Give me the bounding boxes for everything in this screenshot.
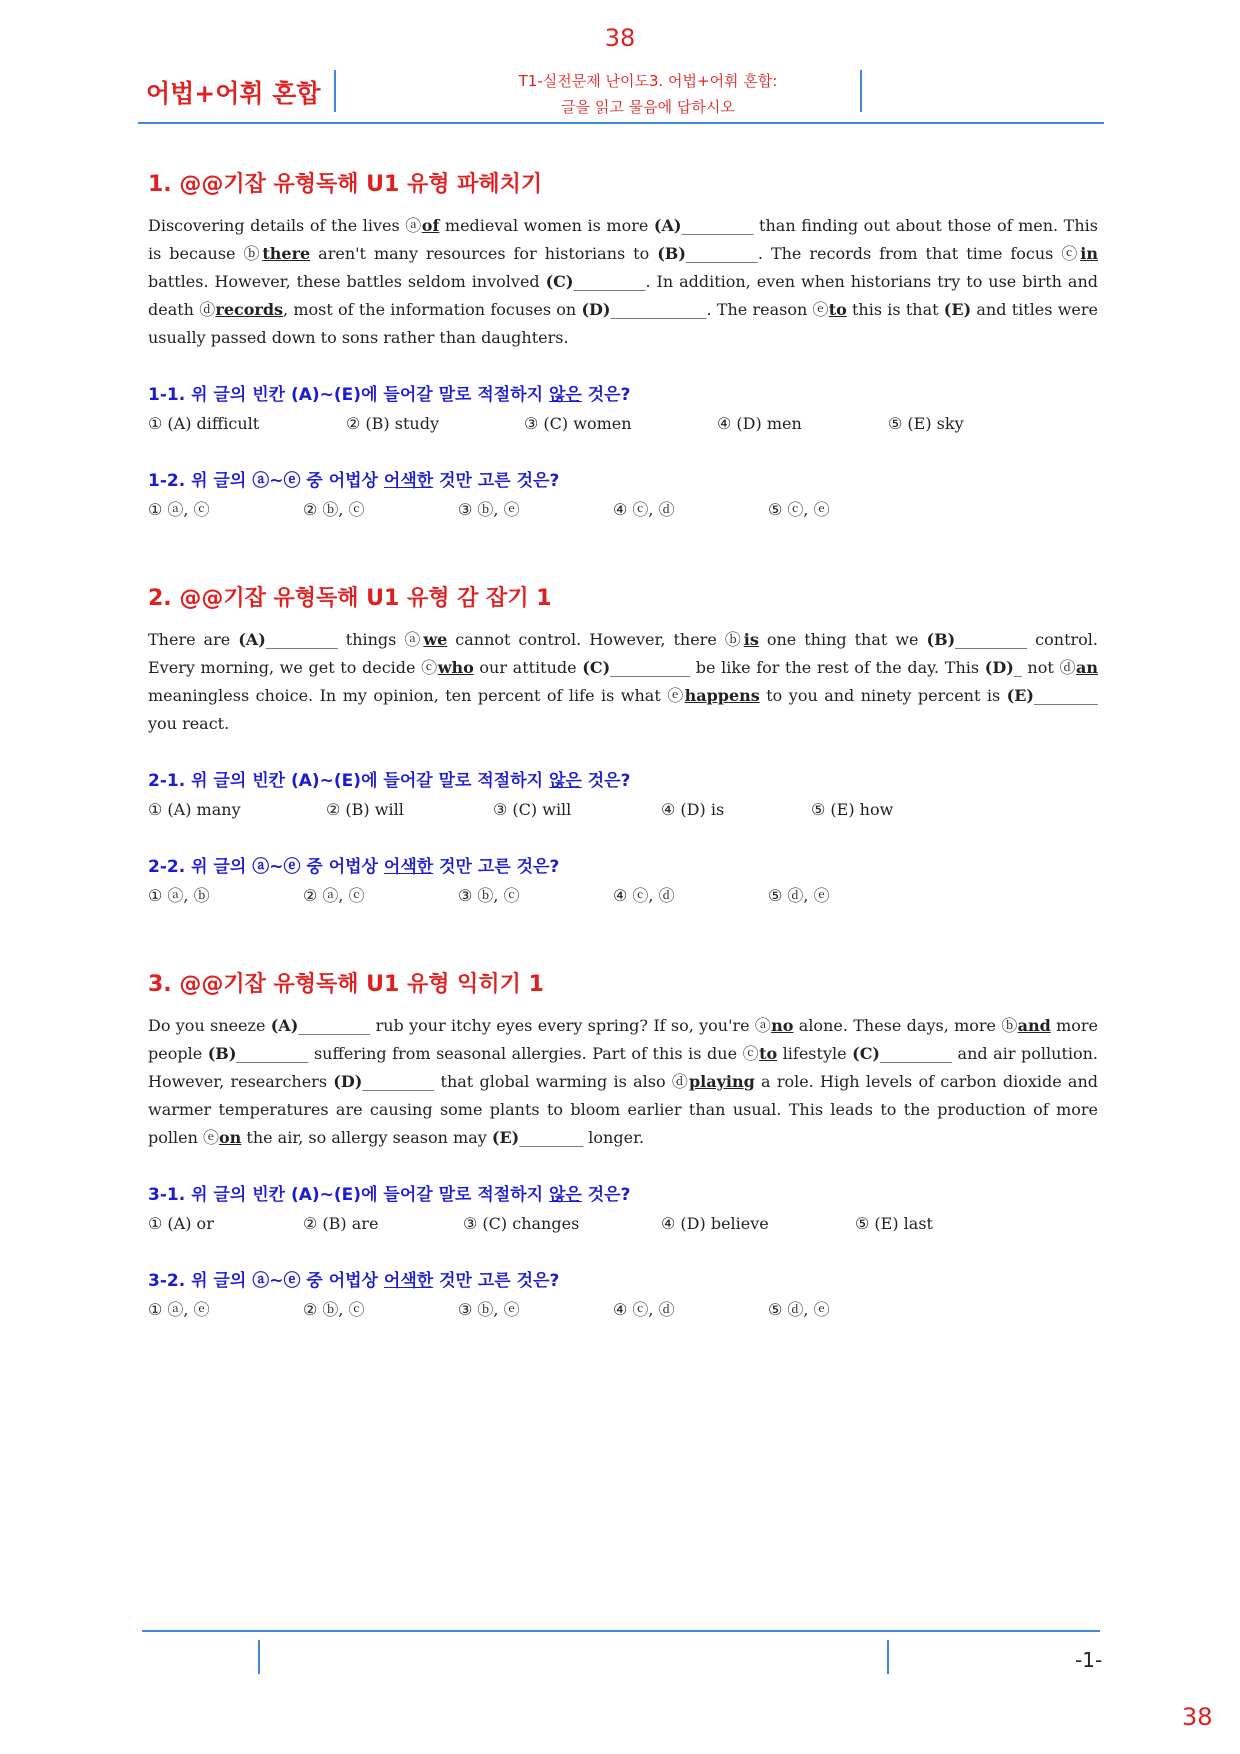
mark-c: ⓒ bbox=[421, 658, 438, 677]
marked-word: we bbox=[423, 630, 448, 649]
blank-label: (A) bbox=[238, 630, 266, 649]
question-3-1: 3-1. 위 글의 빈칸 (A)~(E)에 들어갈 말로 적절하지 않은 것은? bbox=[148, 1185, 631, 1205]
mark-b: ⓑ bbox=[724, 630, 744, 649]
choice-1[interactable]: ① (A) many bbox=[148, 800, 241, 819]
marked-word: an bbox=[1076, 658, 1098, 677]
blank-label: (E) bbox=[1006, 686, 1034, 705]
choice-1[interactable]: ① ⓐ, ⓔ bbox=[148, 1300, 210, 1319]
marked-word: is bbox=[743, 630, 759, 649]
marked-word: of bbox=[421, 216, 440, 235]
header-subtitle-line2: 글을 읽고 물음에 답하시오 bbox=[561, 98, 735, 116]
choice-2[interactable]: ② (B) study bbox=[346, 414, 439, 433]
marked-word: to bbox=[759, 1044, 778, 1063]
footer-divider-left bbox=[258, 1640, 260, 1674]
marked-word: and bbox=[1017, 1016, 1051, 1035]
mark-d: ⓓ bbox=[199, 300, 216, 319]
question-2-1: 2-1. 위 글의 빈칸 (A)~(E)에 들어갈 말로 적절하지 않은 것은? bbox=[148, 771, 631, 791]
choice-2[interactable]: ② (B) will bbox=[326, 800, 404, 819]
choice-4[interactable]: ④ ⓒ, ⓓ bbox=[613, 1300, 675, 1319]
blank-label: (D) bbox=[984, 658, 1014, 677]
mark-a: ⓐ bbox=[404, 630, 424, 649]
mark-d: ⓓ bbox=[1059, 658, 1076, 677]
choice-1[interactable]: ① (A) or bbox=[148, 1214, 214, 1233]
choice-1[interactable]: ① ⓐ, ⓒ bbox=[148, 500, 210, 519]
choice-5[interactable]: ⑤ ⓓ, ⓔ bbox=[768, 886, 830, 905]
choices-2-1 bbox=[148, 796, 1098, 824]
choice-4[interactable]: ④ (D) believe bbox=[661, 1214, 769, 1233]
header bbox=[138, 62, 1104, 124]
footer-divider-right bbox=[887, 1640, 889, 1674]
mark-d: ⓓ bbox=[671, 1072, 689, 1091]
marked-word: who bbox=[437, 658, 474, 677]
blank-label: (A) bbox=[270, 1016, 299, 1035]
choice-3[interactable]: ③ (C) women bbox=[524, 414, 632, 433]
mark-e: ⓔ bbox=[667, 686, 685, 705]
page-number-top: 38 bbox=[604, 24, 636, 52]
mark-e: ⓔ bbox=[812, 300, 829, 319]
question-1-1: 1-1. 위 글의 빈칸 (A)~(E)에 들어갈 말로 적절하지 않은 것은? bbox=[148, 385, 631, 405]
blank-label: (B) bbox=[926, 630, 956, 649]
choice-4[interactable]: ④ ⓒ, ⓓ bbox=[613, 500, 675, 519]
header-divider-left bbox=[334, 70, 336, 112]
marked-word: in bbox=[1080, 244, 1098, 263]
marked-word: records bbox=[215, 300, 284, 319]
section-1 bbox=[148, 168, 1098, 524]
passage: There are (A)_________ things ⓐwe cannot control. However, there ⓑis one thing that we (B)_________ control. Every morning, we get to decide ⓒwho our attitude (C)__________ be like for the rest of the day. This (D)_ not ⓓan meaningless choice. In my opinion, ten percent of life is what ⓔhappens to you and ninety percent is (E)________ you react. bbox=[148, 630, 1098, 733]
blank-label: (D) bbox=[333, 1072, 363, 1091]
marked-word: no bbox=[771, 1016, 794, 1035]
question-3-2: 3-2. 위 글의 ⓐ~ⓔ 중 어법상 어색한 것만 고른 것은? bbox=[148, 1271, 560, 1291]
section-2 bbox=[148, 582, 1098, 910]
choice-2[interactable]: ② ⓑ, ⓒ bbox=[303, 1300, 365, 1319]
marked-word: playing bbox=[688, 1072, 755, 1091]
section-title: 1. @@기잡 유형독해 U1 유형 파헤치기 bbox=[148, 172, 543, 197]
passage: Do you sneeze (A)_________ rub your itchy eyes every spring? If so, you're ⓐno alone. These days, more ⓑand more people (B)_________ suffering from seasonal allergies. Part of this is due ⓒto lifestyle (C)_________ and air pollution. However, researchers (D)_________ that global warming is also ⓓplaying a role. High levels of carbon dioxide and warmer temperatures are causing some plants to bloom earlier than usual. This leads to the production of more pollen ⓔon the air, so allergy season may (E)________ longer. bbox=[148, 1016, 1099, 1147]
marked-word: on bbox=[218, 1128, 242, 1147]
choices-1-1 bbox=[148, 410, 1098, 438]
choice-3[interactable]: ③ (C) changes bbox=[463, 1214, 580, 1233]
passage: Discovering details of the lives ⓐof medieval women is more (A)_________ than finding out about those of men. This is because ⓑthere aren't many resources for historians to (B)_________. The records from that time focus ⓒin battles. However, these battles seldom involved (C)_________. In addition, even when historians try to use birth and death ⓓrecords, most of the information focuses on (D)____________. The reason ⓔto this is that (E) and titles were usually passed down to sons rather than daughters. bbox=[148, 216, 1098, 347]
blank-label: (E) bbox=[943, 300, 972, 319]
header-subtitle-line1: T1-실전문제 난이도3. 어법+어휘 혼합: bbox=[518, 72, 778, 90]
choice-1[interactable]: ① (A) difficult bbox=[148, 414, 260, 433]
footer-page-label: -1- bbox=[1075, 1648, 1103, 1672]
choices-2-2 bbox=[148, 882, 1098, 910]
choice-5[interactable]: ⑤ ⓓ, ⓔ bbox=[768, 1300, 830, 1319]
blank-label: (A) bbox=[653, 216, 682, 235]
marked-word: there bbox=[262, 244, 311, 263]
section-3 bbox=[148, 968, 1098, 1324]
content bbox=[148, 168, 1098, 1382]
blank-label: (D) bbox=[581, 300, 611, 319]
choice-5[interactable]: ⑤ ⓒ, ⓔ bbox=[768, 500, 830, 519]
header-subtitle bbox=[478, 68, 818, 120]
choice-3[interactable]: ③ ⓑ, ⓒ bbox=[458, 886, 520, 905]
choice-2[interactable]: ② (B) are bbox=[303, 1214, 379, 1233]
choice-5[interactable]: ⑤ (E) sky bbox=[888, 414, 964, 433]
mark-b: ⓑ bbox=[243, 244, 263, 263]
choices-3-2 bbox=[148, 1296, 1098, 1324]
choice-5[interactable]: ⑤ (E) how bbox=[811, 800, 894, 819]
blank-label: (B) bbox=[657, 244, 686, 263]
mark-a: ⓐ bbox=[405, 216, 422, 235]
blank-label: (E) bbox=[491, 1128, 520, 1147]
choice-3[interactable]: ③ ⓑ, ⓔ bbox=[458, 1300, 520, 1319]
mark-c: ⓒ bbox=[1061, 244, 1081, 263]
corner-page-number: 38 bbox=[1182, 1703, 1213, 1731]
blank-label: (C) bbox=[582, 658, 611, 677]
section-title: 3. @@기잡 유형독해 U1 유형 익히기 1 bbox=[148, 972, 544, 997]
choice-4[interactable]: ④ ⓒ, ⓓ bbox=[613, 886, 675, 905]
choice-3[interactable]: ③ (C) will bbox=[493, 800, 572, 819]
section-title: 2. @@기잡 유형독해 U1 유형 감 잡기 1 bbox=[148, 586, 552, 611]
choice-3[interactable]: ③ ⓑ, ⓔ bbox=[458, 500, 520, 519]
mark-c: ⓒ bbox=[742, 1044, 760, 1063]
choices-3-1 bbox=[148, 1210, 1098, 1238]
question-2-2: 2-2. 위 글의 ⓐ~ⓔ 중 어법상 어색한 것만 고른 것은? bbox=[148, 857, 560, 877]
blank-label: (C) bbox=[545, 272, 574, 291]
header-divider-right bbox=[860, 70, 862, 112]
header-rule bbox=[138, 122, 1104, 124]
mark-e: ⓔ bbox=[202, 1128, 219, 1147]
choice-2[interactable]: ② ⓐ, ⓒ bbox=[303, 886, 365, 905]
blank-label: (B) bbox=[207, 1044, 237, 1063]
choice-2[interactable]: ② ⓑ, ⓒ bbox=[303, 500, 365, 519]
choice-4[interactable]: ④ (D) is bbox=[661, 800, 725, 819]
blank-label: (C) bbox=[852, 1044, 880, 1063]
choice-5[interactable]: ⑤ (E) last bbox=[855, 1214, 933, 1233]
mark-a: ⓐ bbox=[754, 1016, 772, 1035]
header-title: 어법+어휘 혼합 bbox=[146, 79, 321, 108]
footer-rule bbox=[142, 1630, 1100, 1632]
marked-word: happens bbox=[684, 686, 760, 705]
choice-1[interactable]: ① ⓐ, ⓑ bbox=[148, 886, 210, 905]
question-1-2: 1-2. 위 글의 ⓐ~ⓔ 중 어법상 어색한 것만 고른 것은? bbox=[148, 471, 560, 491]
choices-1-2 bbox=[148, 496, 1098, 524]
marked-word: to bbox=[828, 300, 847, 319]
mark-b: ⓑ bbox=[1001, 1016, 1018, 1035]
choice-4[interactable]: ④ (D) men bbox=[717, 414, 802, 433]
